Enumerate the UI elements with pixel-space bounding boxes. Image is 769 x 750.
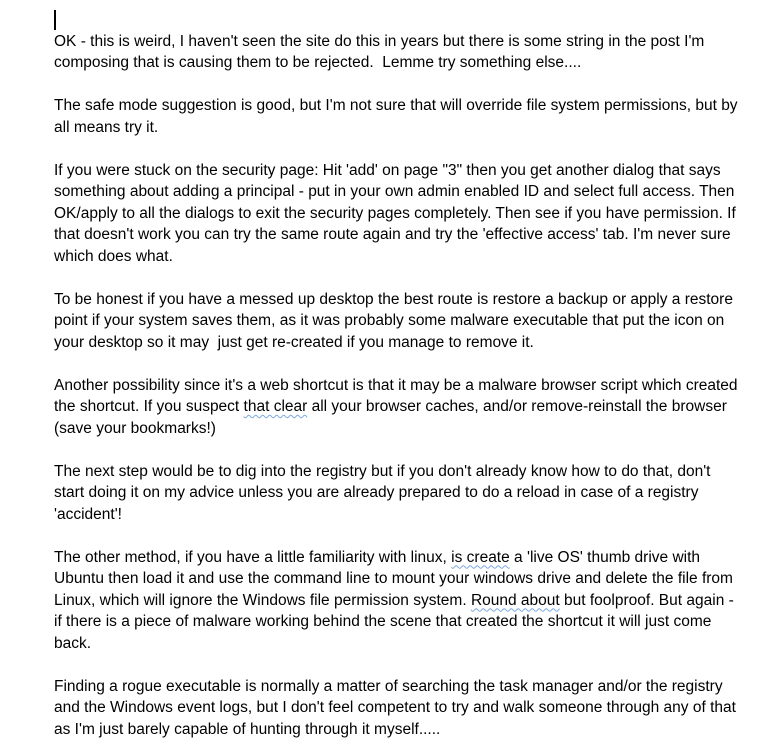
text-run: Another possibility since it's a web shortcut is that it may be a malware browser script which created the shortcut. If you suspect [54, 376, 742, 415]
spellcheck-flagged-text: that clear [243, 398, 308, 415]
paragraph [54, 375, 742, 440]
text-run: The other method, if you have a little familiarity with linux, [54, 548, 452, 566]
text-run: To be honest if you have a messed up desktop the best route is restore a backup or apply a restore point if your system saves them, as it was probably some malware executable that put the icon on your desktop so it may just get re-created if you manage to remove it. [54, 290, 738, 351]
paragraph [54, 95, 742, 138]
spellcheck-flagged-text: is create [451, 548, 510, 566]
text-run: If you were stuck on the security page: Hit 'add' on page "3" then you get another dialog that says something about adding a principal - put in your own admin enabled ID and select full access. Then OK/apply to all the dialogs to exit the security pages completely. Then see if you have permission. If that doesn't work you can try the same route again and try the 'effective access' tab. I'm never sure which does what. [54, 161, 741, 265]
paragraph [54, 289, 739, 354]
paragraph [54, 31, 739, 74]
paragraph [54, 547, 739, 655]
spellcheck-flagged-text: Round about [470, 591, 560, 609]
paragraph [54, 461, 739, 526]
text-run: The safe mode suggestion is good, but I'm not sure that will override file system permissions, but by all means try it. [54, 97, 742, 136]
text-run: Finding a rogue executable is normally a matter of searching the task manager and/or the registry and the Windows event logs, but I don't feel competent to try and walk someone through any of that as I'm just barely capable of hunting through it myself..... [54, 677, 741, 738]
text-run: OK - this is weird, I haven't seen the site do this in years but there is some string in the post I'm composing that is causing them to be rejected. Lemme try something else.... [54, 32, 709, 71]
text-run: all your browser caches, and/or remove-reinstall the browser (save your bookmarks!) [54, 398, 732, 437]
text-run: a 'live OS' thumb drive with Ubuntu then load it and use the command line to mount your windows drive and delete the file from Linux, which will ignore the Windows file permission system. [54, 548, 738, 609]
text-run: The next step would be to dig into the registry but if you don't already know how to do that, don't start doing it on my advice unless you are already prepared to do a reload in case of a registry 'accident'! [54, 462, 715, 523]
paragraph [54, 160, 739, 268]
text-run: but foolproof. But again - if there is a piece of malware working behind the scene that created the shortcut it will just come back. [54, 591, 739, 652]
text-cursor [54, 10, 56, 30]
caret-line [54, 9, 739, 31]
paragraph [54, 676, 739, 741]
